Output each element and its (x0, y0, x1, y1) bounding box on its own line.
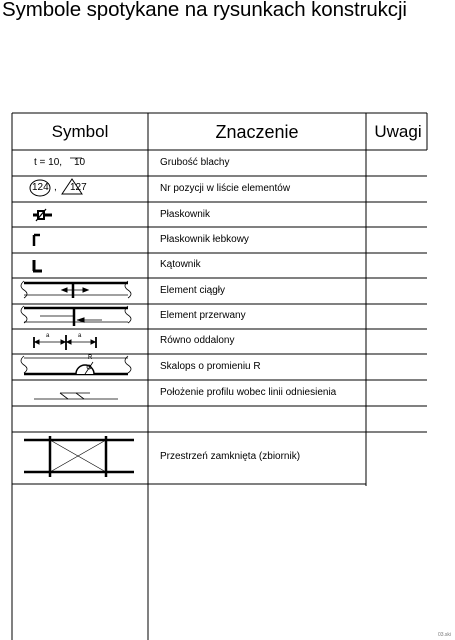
angle-icon (33, 260, 42, 271)
position-number-sep: , (54, 182, 57, 193)
meaning-row-3: Płaskownik (160, 209, 211, 220)
meaning-row-12: Przestrzeń zamknięta (zbiornik) (160, 451, 301, 462)
equal-spacing-icon (34, 335, 96, 350)
thickness-symbol-value: 10 (74, 157, 86, 168)
meaning-row-4: Płaskownik łebkowy (160, 234, 249, 245)
meaning-row-5: Kątownik (160, 259, 201, 270)
bulb-flat-icon (34, 235, 40, 246)
meaning-row-2: Nr pozycji w liście elementów (160, 183, 291, 194)
meaning-row-1: Grubość blachy (160, 157, 230, 168)
interrupted-element-icon (21, 306, 131, 326)
meaning-row-8: Równo oddalony (160, 335, 235, 346)
flat-bar-icon (33, 209, 52, 221)
meaning-row-6: Element ciągły (160, 285, 226, 296)
spacing-label-a1: a (46, 333, 50, 339)
scallop-icon (21, 356, 131, 374)
header-notes: Uwagi (374, 122, 422, 141)
header-symbol: Symbol (51, 122, 109, 141)
thickness-symbol-text: t = 10, (34, 157, 63, 168)
closed-space-icon (24, 436, 134, 477)
position-number-right: 127 (70, 182, 87, 193)
meaning-row-9: Skalops o promieniu R (160, 361, 261, 372)
page-footer: 03.ski (437, 632, 451, 638)
thickness-overline (70, 157, 82, 161)
scallop-radius-label: R (88, 355, 93, 361)
meaning-row-7: Element przerwany (160, 310, 246, 321)
meaning-row-10: Położenie profilu wobec linii odniesienia (160, 387, 337, 398)
spacing-label-a2: a (78, 333, 82, 339)
profile-position-icon (34, 393, 118, 399)
position-number-left: 124 (32, 182, 49, 193)
header-meaning: Znaczenie (215, 122, 299, 142)
continuous-element-icon (21, 281, 131, 298)
page-title: Symbole spotykane na rysunkach konstrukcji (2, 0, 407, 21)
